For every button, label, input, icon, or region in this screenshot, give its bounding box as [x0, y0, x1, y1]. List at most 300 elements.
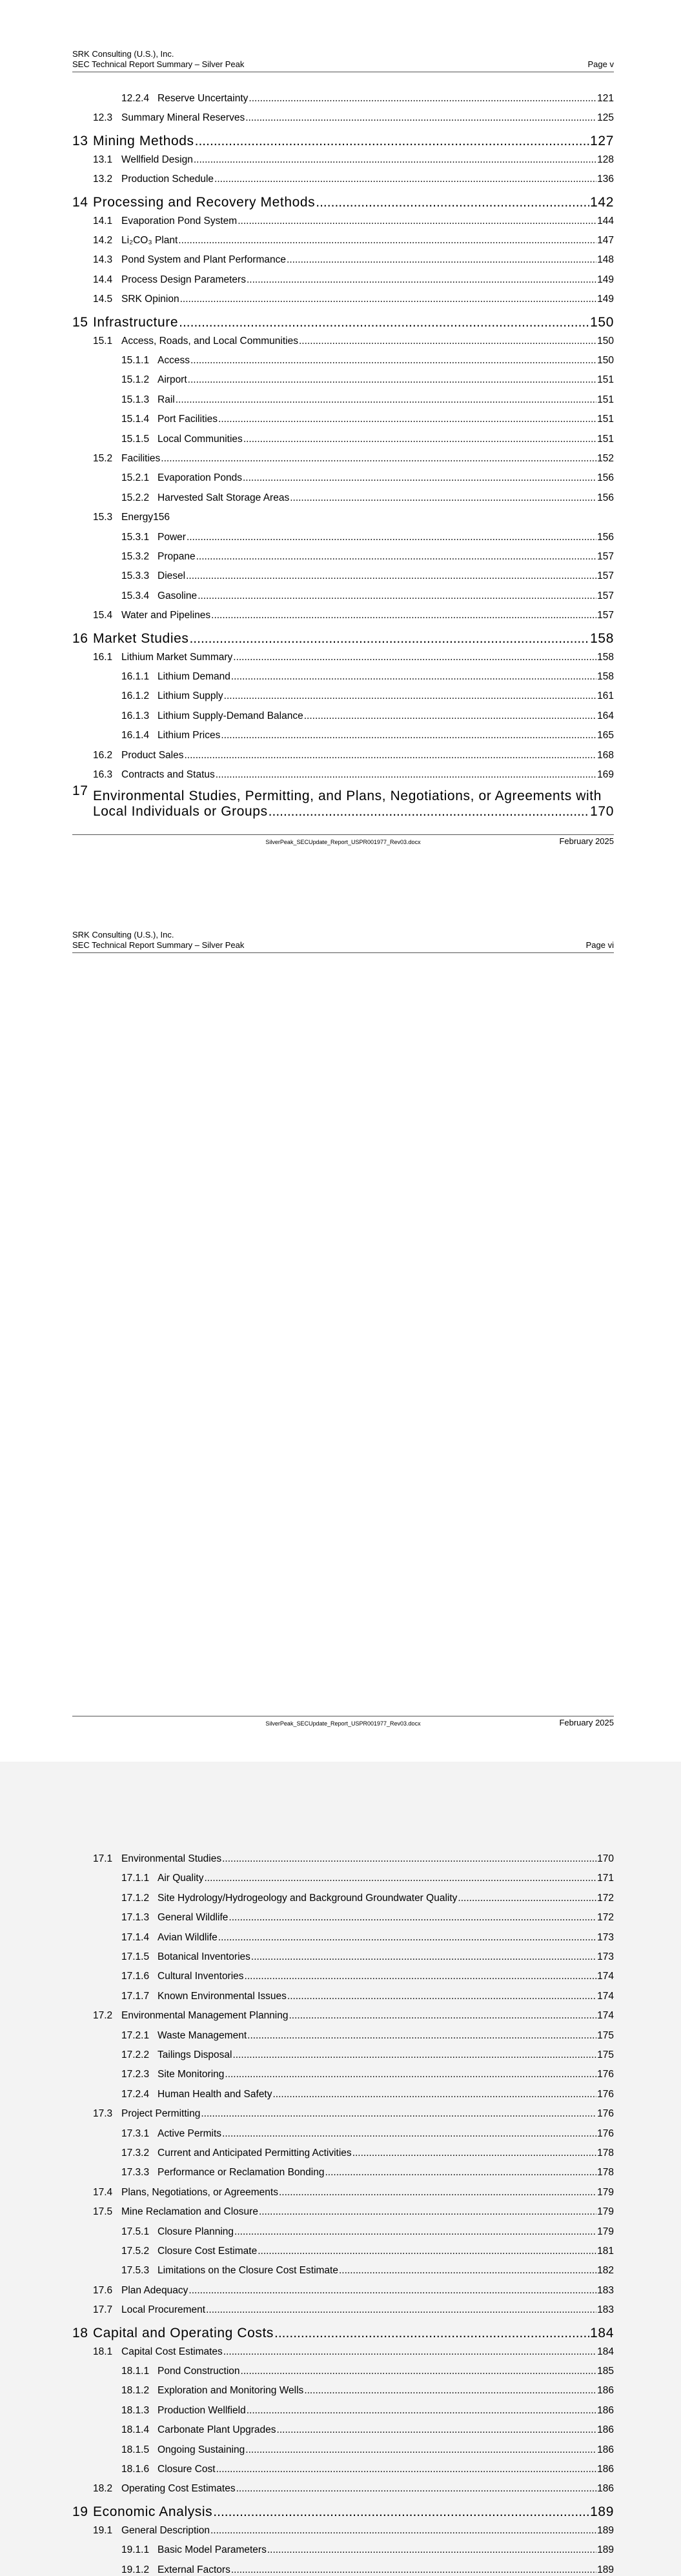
toc-number: 17.5.3 [121, 2265, 150, 2277]
toc-section-entry[interactable] [72, 767, 614, 781]
toc-number: 17.3 [93, 2108, 113, 2120]
toc-number: 17.1 [93, 1853, 113, 1864]
toc-page-number: 169 [597, 769, 614, 780]
dot-leader [188, 2285, 596, 2297]
dot-leader [195, 134, 590, 149]
toc-page-number: 176 [597, 2108, 614, 2120]
toc-title: Ongoing Sustaining [158, 2444, 245, 2455]
dot-leader [201, 2108, 596, 2120]
toc-number: 16.1.4 [121, 730, 150, 741]
dot-leader [247, 274, 596, 286]
toc-title: Site Monitoring [158, 2069, 225, 2080]
toc-page-number: 181 [597, 2246, 614, 2257]
toc-chapter-entry[interactable] [72, 130, 614, 149]
toc-number: 14.5 [93, 294, 113, 305]
toc-title: Botanical Inventories [158, 1951, 250, 1962]
dot-leader [179, 315, 589, 330]
page-footer [72, 834, 614, 849]
toc-section-entry[interactable] [72, 2126, 614, 2140]
toc-title: Lithium Demand [158, 671, 230, 682]
toc-section-entry[interactable] [72, 1929, 614, 1944]
toc-section-entry[interactable] [72, 2562, 614, 2576]
toc-section-entry[interactable] [72, 90, 614, 105]
toc-title: General Description [121, 2524, 210, 2536]
toc-section-entry[interactable] [72, 450, 614, 465]
dot-leader [304, 2385, 596, 2397]
page-footer [72, 1716, 614, 1731]
dot-leader [218, 414, 596, 425]
toc-page-number: 184 [597, 2346, 614, 2357]
toc-section-entry[interactable] [72, 1968, 614, 1982]
toc-title: Pond System and Plant Performance [121, 254, 287, 266]
toc-section-entry[interactable] [72, 171, 614, 185]
dot-leader [178, 235, 596, 247]
toc-section-entry[interactable] [72, 2262, 614, 2277]
toc-section-entry[interactable] [72, 252, 614, 266]
dot-leader [251, 1951, 596, 1963]
toc-page-number: 185 [597, 2366, 614, 2377]
toc-section-entry[interactable] [72, 291, 614, 305]
toc-chapter-entry[interactable] [72, 2501, 614, 2520]
toc-page-number: 186 [597, 2464, 614, 2475]
toc-number: 17.6 [93, 2284, 113, 2296]
dot-leader [211, 610, 596, 621]
toc-title: Access, Roads, and Local Communities [121, 335, 298, 347]
toc-number: 13.1 [93, 154, 113, 165]
toc-title: Rail [158, 394, 175, 405]
toc-number: 17.1.7 [121, 1990, 150, 2002]
toc-title: Propane [158, 551, 196, 562]
toc-title: Current and Anticipated Permitting Activities [158, 2148, 352, 2158]
toc-number: 15.2.2 [121, 492, 150, 503]
toc-title: Known Environmental Issues [158, 1990, 287, 2002]
toc-number: 19.1.1 [121, 2544, 150, 2556]
toc-number: 18.1.5 [121, 2444, 150, 2455]
toc-number: 14.3 [93, 254, 113, 266]
toc-page-number: 189 [590, 2504, 614, 2519]
toc-section-entry[interactable] [72, 2145, 614, 2159]
dot-leader [187, 532, 596, 543]
toc-page-number: 186 [597, 2483, 614, 2495]
toc-page-number: 150 [597, 335, 614, 347]
dot-leader [458, 1893, 596, 1904]
toc-title: Active Permits [158, 2128, 222, 2139]
dot-leader [206, 2304, 596, 2316]
dot-leader [236, 2483, 597, 2495]
toc-page-number: 186 [597, 2424, 614, 2436]
toc-page-number: 189 [597, 2564, 614, 2575]
toc-section-entry[interactable] [72, 2066, 614, 2080]
dot-leader [213, 2504, 589, 2520]
dot-leader [232, 2049, 596, 2061]
toc-page-number: 127 [590, 133, 614, 148]
dot-leader [243, 434, 596, 445]
toc-section-entry[interactable] [72, 333, 614, 347]
toc-number: 14.1 [93, 215, 113, 226]
toc-section-entry[interactable] [72, 392, 614, 406]
toc-number: 16 [72, 630, 88, 646]
toc-page-number: 156 [597, 492, 614, 503]
toc-title: Processing and Recovery Methods [93, 194, 316, 210]
toc-number: 17 [72, 783, 88, 799]
dot-leader [205, 1873, 597, 1884]
toc-page-number: 164 [597, 710, 614, 721]
toc-title: Closure Planning [158, 2226, 234, 2237]
dot-leader [277, 2424, 597, 2436]
toc-page-number: 125 [597, 112, 614, 124]
toc-chapter-entry[interactable] [72, 783, 614, 820]
toc-page-number: 186 [597, 2404, 614, 2416]
toc-page-number: 174 [597, 1971, 614, 1982]
toc-title: Mine Reclamation and Closure [121, 2206, 258, 2218]
toc-section-entry[interactable] [72, 1870, 614, 1884]
footer-filename: SilverPeak_SECUpdate_Report_USPR001977_Rev03.docx [265, 1720, 421, 1727]
dot-leader [198, 590, 596, 602]
page-header [72, 49, 614, 72]
toc-page-number: 149 [597, 274, 614, 285]
toc-page-number: 170 [590, 804, 614, 820]
toc-section-entry[interactable] [72, 2184, 614, 2199]
toc-section-entry[interactable] [72, 649, 614, 663]
toc-section-entry[interactable] [72, 110, 614, 124]
toc-title: Pond Construction [158, 2366, 240, 2377]
toc-section-entry[interactable] [72, 1988, 614, 2002]
toc-page-number: 179 [597, 2226, 614, 2237]
dot-leader [339, 2265, 596, 2277]
toc-number: 17.2 [93, 2010, 113, 2022]
toc-number: 16.2 [93, 749, 113, 761]
toc-number: 15.3 [93, 512, 113, 523]
page-number: Page vi [585, 940, 614, 950]
toc-number: 17.3.1 [121, 2128, 150, 2139]
toc-title: Access [158, 355, 190, 366]
dot-leader [221, 730, 596, 741]
toc-section-entry[interactable] [72, 2522, 614, 2537]
toc-title: Market Studies [93, 630, 189, 646]
toc-section-entry[interactable] [72, 1909, 614, 1924]
dot-leader [234, 2226, 596, 2238]
toc-page-number: 157 [597, 570, 614, 582]
dot-leader [224, 690, 596, 702]
toc-number: 16.1 [93, 651, 113, 663]
toc-title: Plans, Negotiations, or Agreements [121, 2186, 278, 2198]
toc-section-entry[interactable] [72, 431, 614, 445]
toc-title: Environmental Studies, Permitting, and Plans, Negotiations, or Agreements with [93, 789, 602, 804]
toc-section-entry[interactable] [72, 1949, 614, 1963]
toc-page-number: 121 [597, 93, 614, 104]
toc-title: Contracts and Status [121, 769, 215, 780]
toc-title: Limitations on the Closure Cost Estimate [158, 2265, 338, 2277]
dot-leader [196, 551, 597, 563]
toc-page-number: 176 [597, 2088, 614, 2100]
toc-page-number: 128 [597, 154, 614, 165]
dot-leader [238, 216, 596, 227]
toc-title: Basic Model Parameters [158, 2544, 267, 2556]
toc-title: General Wildlife [158, 1912, 229, 1924]
toc-title: Evaporation Pond System [121, 215, 238, 226]
toc-section-entry[interactable] [72, 2422, 614, 2436]
toc-section-entry[interactable] [72, 2382, 614, 2397]
page-header [72, 930, 614, 953]
dot-leader [229, 1912, 596, 1924]
toc-section-entry[interactable] [72, 2282, 614, 2297]
toc-chapter-entry[interactable] [72, 627, 614, 647]
toc-section-entry[interactable] [72, 352, 614, 367]
toc-page-number: 156 [597, 472, 614, 484]
toc-page-number: 157 [597, 551, 614, 562]
toc-page-number: 179 [597, 2206, 614, 2218]
toc-number: 16.1.2 [121, 690, 150, 702]
toc-page-number: 172 [597, 1892, 614, 1904]
toc-page-number: 147 [597, 235, 614, 246]
toc-section-entry[interactable] [72, 470, 614, 484]
toc-section-entry[interactable] [72, 607, 614, 621]
toc-number: 17.5 [93, 2206, 113, 2218]
dot-leader [189, 631, 589, 647]
toc-page-number: 182 [597, 2265, 614, 2277]
dot-leader [223, 2346, 596, 2358]
toc-title: Capital and Operating Costs [93, 2325, 274, 2340]
toc-section-entry[interactable] [72, 688, 614, 702]
toc-page-number: 136 [597, 174, 614, 185]
toc-number: 12.3 [93, 112, 113, 124]
toc-number: 17.5.1 [121, 2226, 150, 2237]
toc-title: Environmental Management Planning [121, 2010, 289, 2022]
toc-page-number: 183 [597, 2304, 614, 2316]
toc-number: 15.1 [93, 335, 113, 347]
dot-leader [259, 2206, 596, 2218]
dot-leader [247, 2030, 596, 2042]
toc-section-entry[interactable] [72, 568, 614, 582]
toc-page-number: 189 [597, 2544, 614, 2556]
toc-number: 17.5.2 [121, 2246, 150, 2257]
toc-title: Facilities [121, 453, 161, 464]
toc-section-entry[interactable] [72, 727, 614, 741]
toc-number: 18 [72, 2325, 88, 2340]
toc-section-entry[interactable] [72, 747, 614, 761]
toc-number: 18.1.2 [121, 2385, 150, 2397]
dot-leader [274, 2326, 589, 2341]
toc-number: 17.2.1 [121, 2029, 150, 2041]
dot-leader [269, 804, 589, 820]
toc-title: Human Health and Safety [158, 2088, 272, 2100]
toc-number: 17.3.2 [121, 2148, 150, 2158]
toc-section-entry[interactable] [72, 669, 614, 683]
document-page-v [0, 0, 681, 881]
toc-section-entry[interactable] [72, 2402, 614, 2417]
toc-page-number: 158 [597, 671, 614, 682]
toc-section-entry[interactable] [72, 2204, 614, 2218]
toc-chapter-entry[interactable] [72, 2322, 614, 2341]
toc-number: 17.1.4 [121, 1931, 150, 1943]
toc-chapter-entry[interactable] [72, 311, 614, 330]
toc-title: Gasoline [158, 590, 198, 601]
dot-leader [279, 2187, 596, 2199]
toc-title: Lithium Prices [158, 730, 221, 741]
dot-leader [216, 2464, 597, 2475]
toc-section-entry[interactable] [72, 2344, 614, 2358]
toc-page-number: 142 [590, 194, 614, 210]
toc-page-number: 152 [597, 453, 614, 464]
toc-title-continued: Local Individuals or Groups [93, 804, 268, 820]
toc-number: 18.1.4 [121, 2424, 150, 2436]
toc-section-entry[interactable] [72, 2047, 614, 2061]
toc-number: 18.2 [93, 2483, 113, 2495]
dot-leader [222, 1853, 596, 1865]
toc-page-number: 151 [597, 414, 614, 425]
toc-number: 15.1.4 [121, 414, 150, 425]
toc-title: Mining Methods [93, 133, 194, 148]
dot-leader [299, 336, 596, 347]
toc-number: 16.1.3 [121, 710, 150, 721]
toc-section-entry[interactable] [72, 2243, 614, 2257]
toc-section-entry[interactable] [72, 2007, 614, 2022]
toc-section-entry[interactable] [72, 2461, 614, 2475]
toc-title: Production Wellfield [158, 2404, 246, 2416]
dot-leader [185, 750, 597, 761]
toc-page-number: 175 [597, 2049, 614, 2060]
dot-leader [194, 154, 596, 166]
toc-number: 17.4 [93, 2186, 113, 2198]
dot-leader [290, 492, 596, 504]
toc-section-entry[interactable] [72, 2442, 614, 2456]
dot-leader [186, 570, 596, 582]
toc-number: 17.1.3 [121, 1912, 150, 1924]
toc-number: 17.7 [93, 2304, 113, 2316]
report-title: SEC Technical Report Summary – Silver Peak [72, 59, 245, 69]
dot-leader [273, 2089, 597, 2100]
toc-title: Economic Analysis [93, 2504, 213, 2519]
toc-page-number: 150 [597, 355, 614, 366]
dot-leader [287, 1991, 596, 2002]
toc-number: 15.2.1 [121, 472, 150, 484]
toc-page-number: 156 [597, 531, 614, 543]
dot-leader [245, 1971, 597, 1982]
toc-title: Lithium Supply [158, 690, 223, 702]
toc-number: 15.3.2 [121, 551, 150, 562]
toc-number: 17.2.3 [121, 2069, 150, 2080]
toc-section-entry[interactable] [72, 529, 614, 543]
toc-page-number: 184 [590, 2325, 614, 2340]
toc-number: 15.4 [93, 610, 113, 621]
toc-number: 17.1.1 [121, 1873, 150, 1884]
toc-title: Lithium Market Summary [121, 651, 233, 663]
dot-leader [231, 2564, 596, 2576]
dot-leader [325, 2167, 596, 2179]
toc-title: Harvested Salt Storage Areas [158, 492, 290, 503]
toc-section-entry[interactable] [72, 2164, 614, 2179]
toc-page-number: 172 [597, 1912, 614, 1924]
toc-number: 13 [72, 133, 88, 148]
toc-page-number: 178 [597, 2167, 614, 2179]
toc-number: 18.1.6 [121, 2464, 150, 2475]
toc-title: Project Permitting [121, 2108, 201, 2120]
toc-section-entry[interactable] [72, 2363, 614, 2377]
toc-section-entry[interactable] [72, 232, 614, 247]
toc-number: 19.1 [93, 2524, 113, 2536]
toc-number: 15.3.3 [121, 570, 150, 582]
toc-chapter-entry[interactable] [72, 191, 614, 210]
toc-page-number: 189 [597, 2524, 614, 2536]
toc-page-number: 183 [597, 2284, 614, 2296]
toc-title: Site Hydrology/Hydrogeology and Background Groundwater Quality [158, 1892, 458, 1904]
toc-section-entry[interactable] [72, 2542, 614, 2556]
toc-number: 17.2.4 [121, 2088, 150, 2100]
toc-title: Operating Cost Estimates [121, 2483, 236, 2495]
toc-page-number: 173 [597, 1951, 614, 1962]
toc-page-number: 186 [597, 2385, 614, 2397]
toc-section-entry[interactable] [72, 490, 614, 504]
toc-section-entry[interactable] [72, 152, 614, 166]
dot-leader [210, 2525, 596, 2537]
toc-number: 14.4 [93, 274, 113, 285]
toc-title: Avian Wildlife [158, 1931, 218, 1943]
toc-section-entry[interactable] [72, 411, 614, 425]
toc-section-entry[interactable] [72, 213, 614, 227]
toc-section-entry[interactable] [72, 509, 614, 523]
toc-title: Local Communities [158, 433, 243, 445]
toc-section-entry[interactable] [72, 548, 614, 563]
toc-section-entry[interactable] [72, 2302, 614, 2316]
toc-title: Carbonate Plant Upgrades [158, 2424, 276, 2436]
dot-leader [180, 294, 597, 305]
dot-leader [316, 195, 589, 210]
toc-title: Diesel [158, 570, 186, 582]
dot-leader [241, 2366, 597, 2377]
toc-number: 18.1.1 [121, 2366, 150, 2377]
toc-page-number: 170 [597, 1853, 614, 1864]
toc-number: 19 [72, 2504, 88, 2519]
dot-leader [243, 472, 596, 484]
dot-leader [258, 2246, 596, 2257]
toc-section-entry[interactable] [72, 2106, 614, 2120]
toc-title: External Factors [158, 2564, 230, 2575]
toc-number: 17.3.3 [121, 2167, 150, 2179]
toc-title: Tailings Disposal [158, 2049, 232, 2060]
toc-page-number: 158 [597, 651, 614, 663]
toc-number: 15.3.1 [121, 531, 150, 543]
toc-title: Closure Cost [158, 2464, 216, 2475]
toc-page-number: 151 [597, 394, 614, 405]
toc-section-entry[interactable] [72, 1890, 614, 1904]
toc-number: 18.1 [93, 2346, 113, 2357]
page-number: Page v [587, 59, 614, 69]
dot-leader [304, 710, 596, 722]
toc-section-entry[interactable] [72, 2028, 614, 2042]
toc-section-entry[interactable] [72, 2480, 614, 2495]
toc-page-number: 174 [597, 1990, 614, 2002]
dot-leader [352, 2148, 596, 2159]
toc-section-entry[interactable] [72, 372, 614, 386]
toc-section-entry[interactable] [72, 708, 614, 722]
toc-number: 14.2 [93, 235, 113, 246]
toc-page-number: 179 [597, 2186, 614, 2198]
toc-section-entry[interactable] [72, 2086, 614, 2100]
toc-section-entry[interactable] [72, 588, 614, 602]
footer-date: February 2025 [559, 836, 614, 846]
toc-number: 17.2.2 [121, 2049, 150, 2060]
toc-title: Energy156 [121, 512, 170, 523]
toc-section-entry[interactable] [72, 1851, 614, 1865]
dot-leader [245, 112, 596, 124]
toc-section-entry[interactable] [72, 272, 614, 286]
toc-section-entry[interactable] [72, 2224, 614, 2238]
footer-date: February 2025 [559, 1718, 614, 1727]
toc-number: 15.1.3 [121, 394, 150, 405]
toc-number: 16.3 [93, 769, 113, 780]
dot-leader [233, 652, 596, 663]
toc-number: 17.1.2 [121, 1892, 150, 1904]
